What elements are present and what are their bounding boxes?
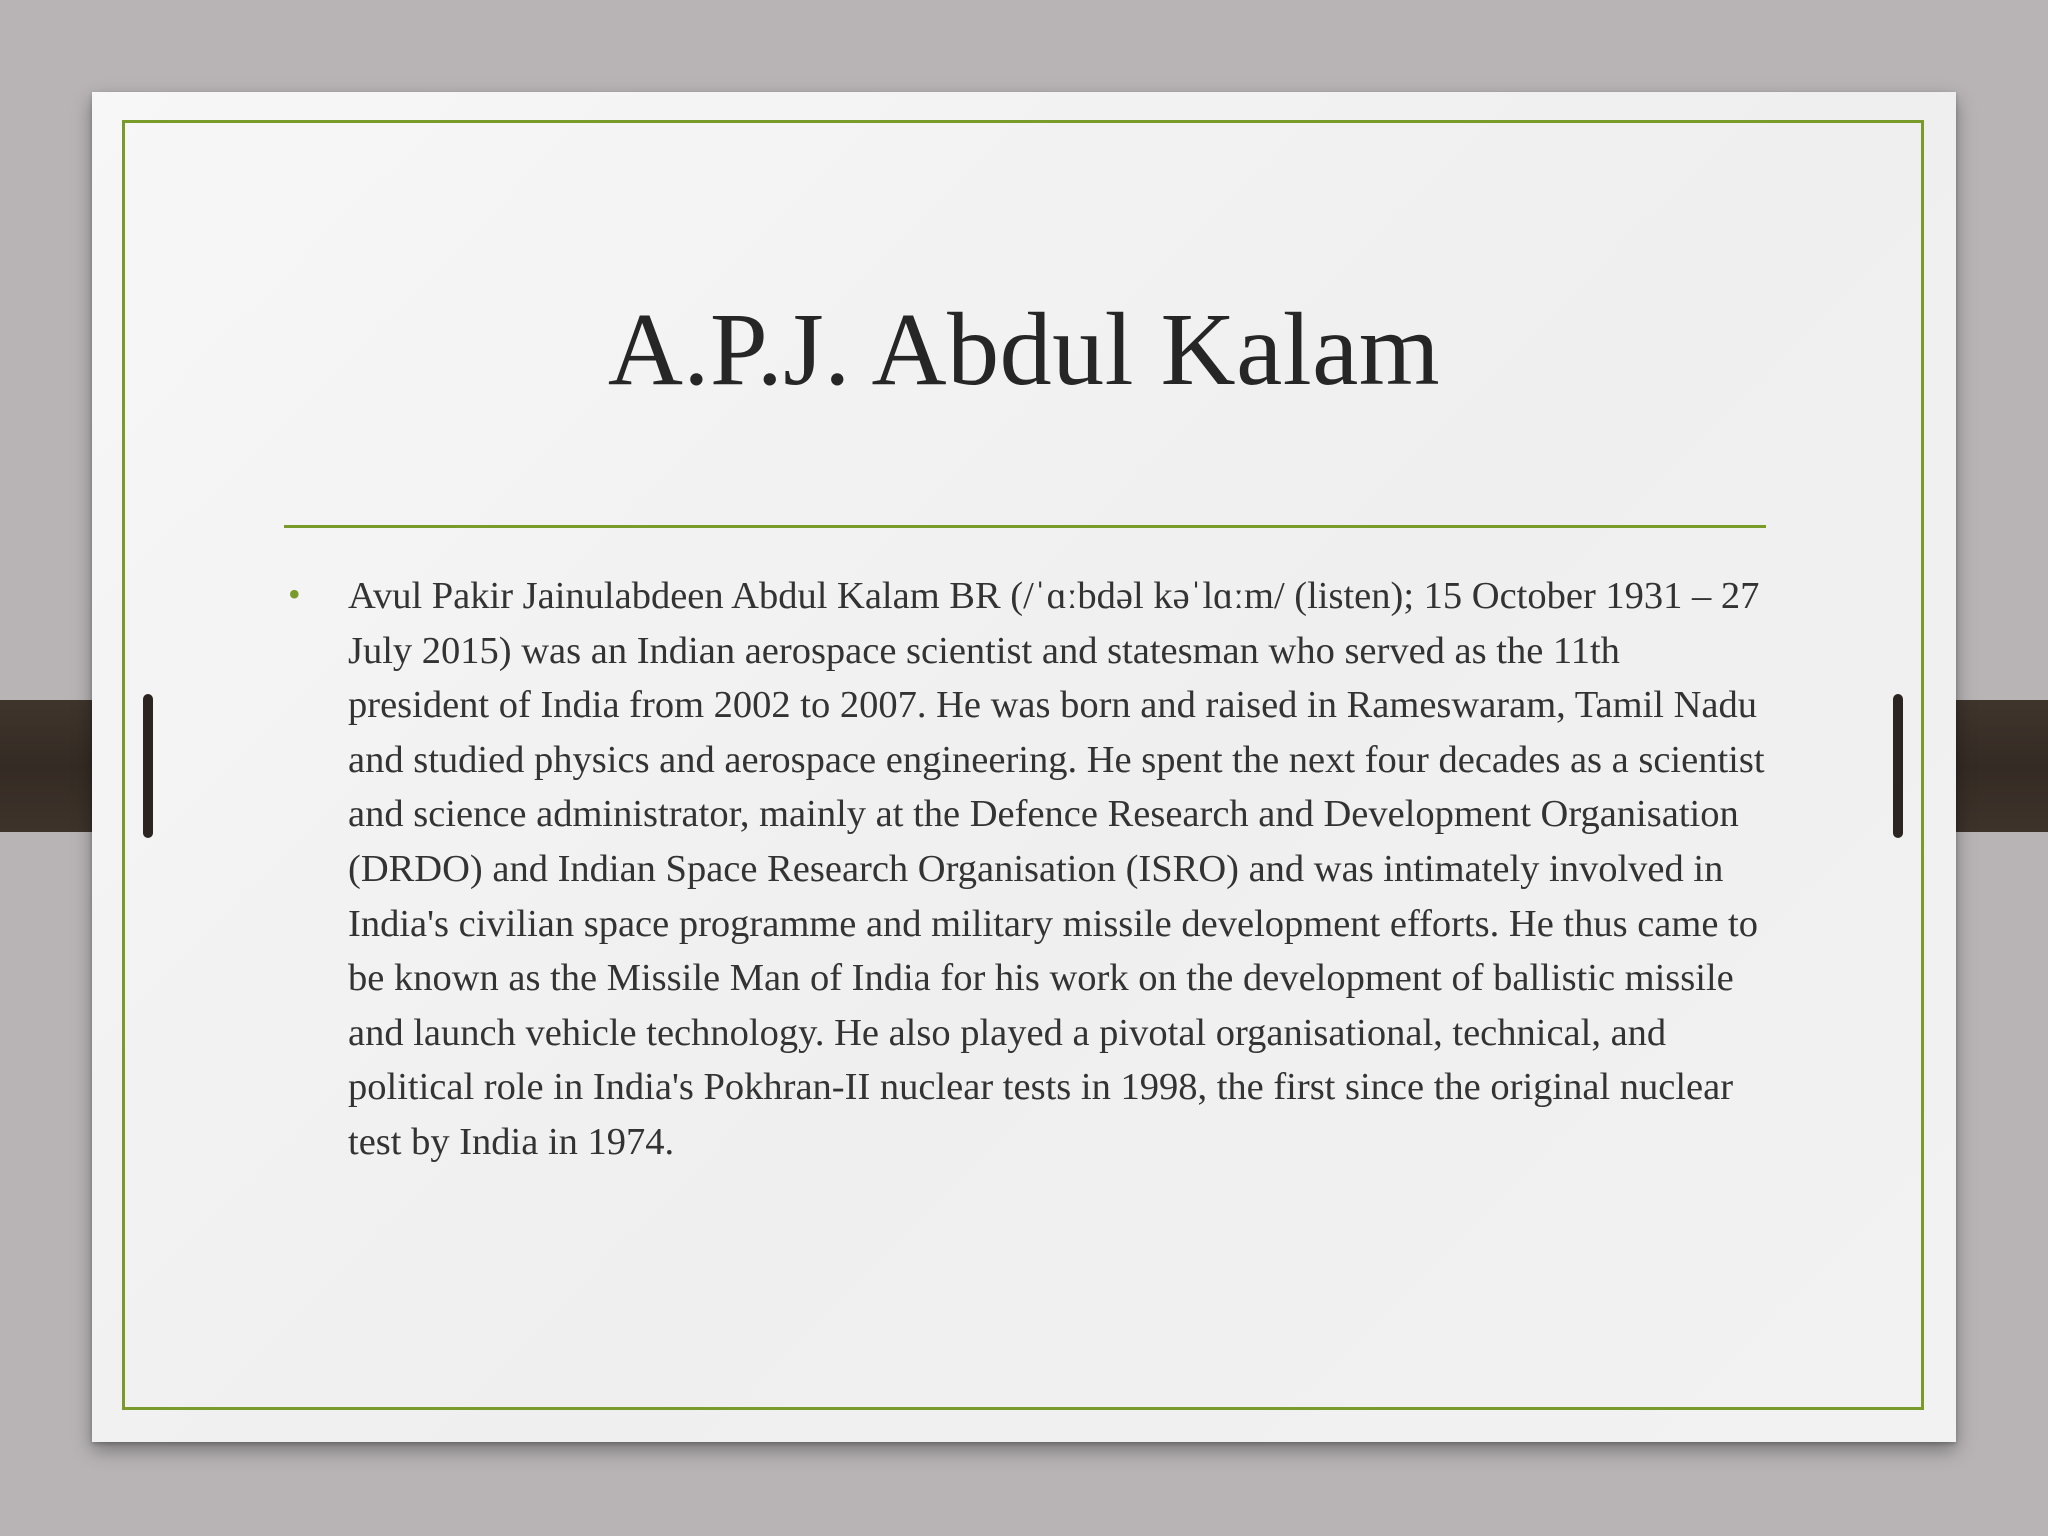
left-strap-clip xyxy=(143,694,153,838)
body-paragraph: Avul Pakir Jainulabdeen Abdul Kalam BR (/ˈɑːbdəl kəˈlɑːm/ (listen); 15 October 1931 – 27 July 2015) was an Indian aerospace scientist and statesman who served as the 11th president of India from 2002 to 2007. He was born and raised in Rameswaram, Tamil Nadu and studied physics and aerospace engineering. He spent the next four decades as a scientist and science administrator, mainly at the Defence Research and Development Organisation (DRDO) and Indian Space Research Organisation (ISRO) and was intimately involved in India's civilian space programme and military missile development efforts. He thus came to be known as the Missile Man of India for his work on the development of ballistic missile and launch vehicle technology. He also played a pivotal organisational, technical, and political role in India's Pokhran-II nuclear tests in 1998, the first since the original nuclear test by India in 1974. xyxy=(348,575,1765,1163)
bullet-icon: • xyxy=(288,574,301,614)
slide-title: A.P.J. Abdul Kalam xyxy=(607,292,1441,407)
right-strap-clip xyxy=(1893,694,1903,838)
title-divider xyxy=(284,525,1766,528)
